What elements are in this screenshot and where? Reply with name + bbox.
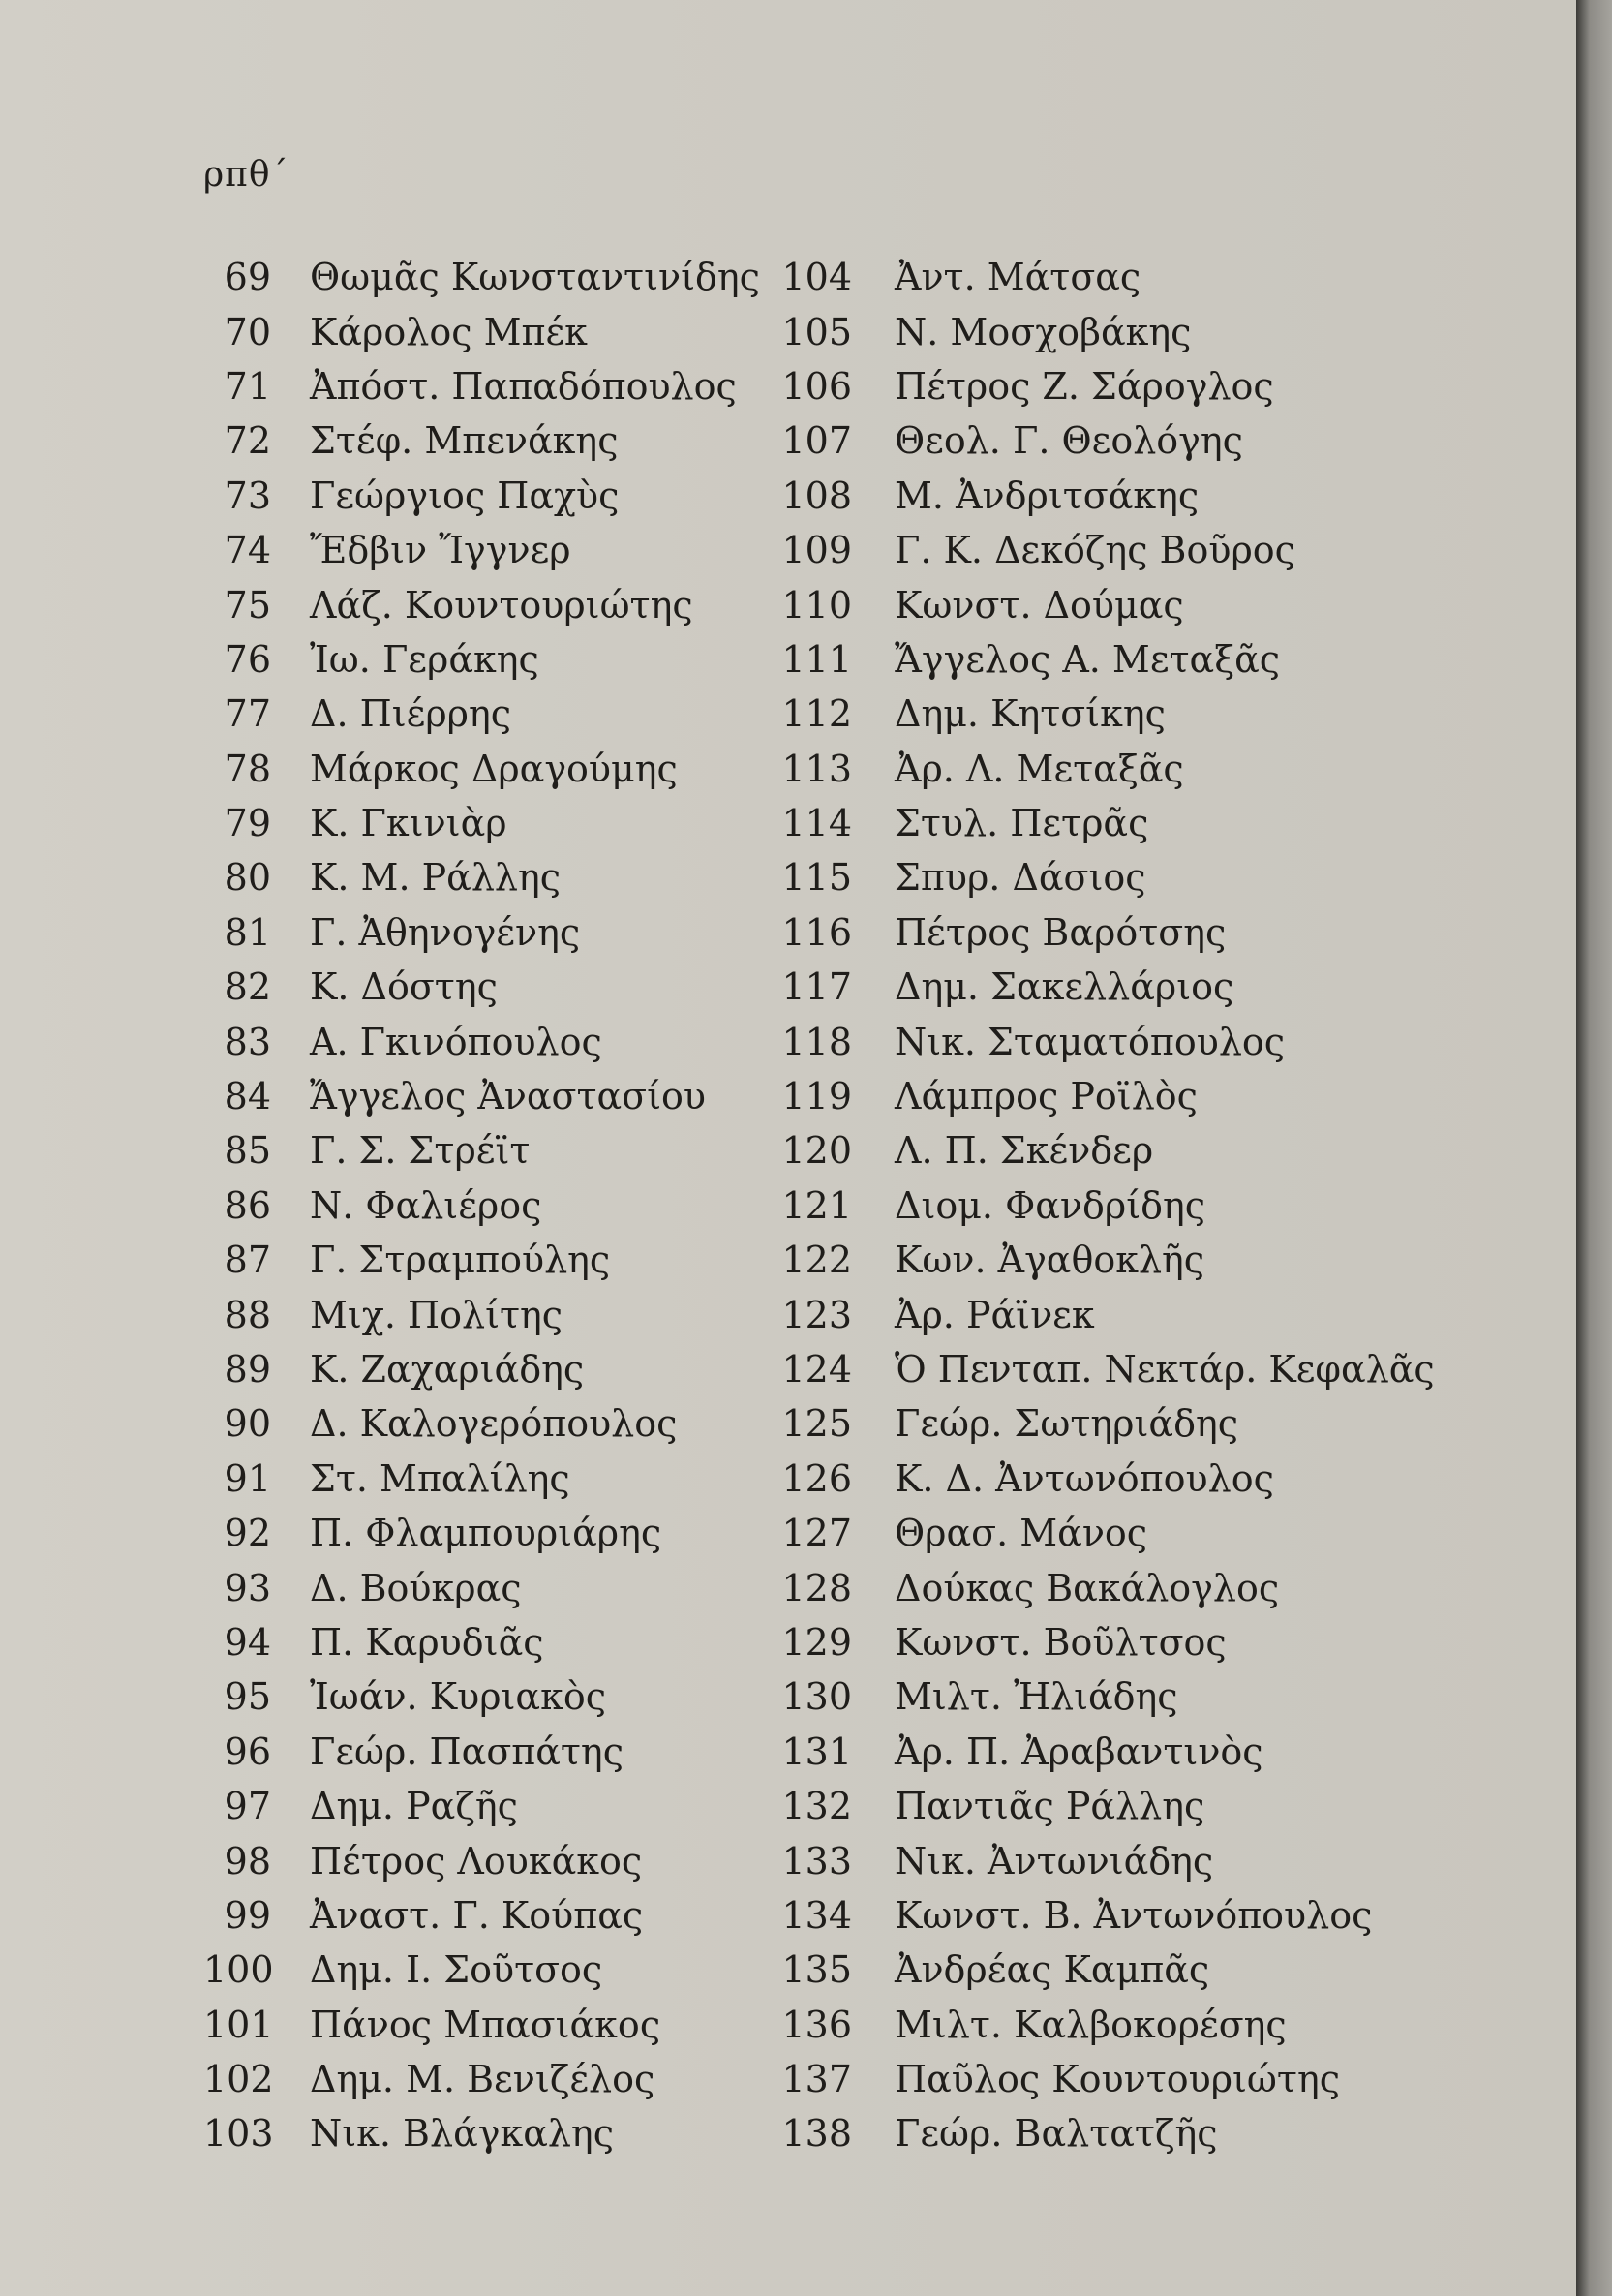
entry-number: 134 xyxy=(781,1893,852,1937)
list-item xyxy=(203,1779,760,1833)
entry-name: Νικ. Ἀντωνιάδης xyxy=(895,1839,1214,1883)
entry-name: Δ. Πιέρρης xyxy=(310,692,512,736)
list-item xyxy=(775,469,1435,523)
entry-name: Ἰωάν. Κυριακὸς xyxy=(310,1675,607,1719)
list-item xyxy=(203,1615,760,1669)
list-item xyxy=(775,1287,1435,1341)
list-item xyxy=(775,1396,1435,1451)
entry-number: 99 xyxy=(224,1893,271,1937)
entry-number: 77 xyxy=(224,692,271,736)
entry-name: Κων. Ἀγαθοκλῆς xyxy=(895,1239,1205,1282)
entry-number: 103 xyxy=(203,2112,274,2156)
entry-name: Μιλτ. Ἠλιάδης xyxy=(895,1675,1178,1719)
entry-number: 106 xyxy=(781,364,852,408)
list-item xyxy=(775,1179,1435,1233)
entry-name: Λάζ. Κουντουριώτης xyxy=(310,583,693,627)
entry-name: Κωνστ. Δούμας xyxy=(895,583,1184,627)
entry-name: Δημ. Μ. Βενιζέλος xyxy=(310,2058,655,2101)
entry-number: 80 xyxy=(224,856,271,900)
list-item xyxy=(775,1560,1435,1614)
entry-name: Α. Γκινόπουλος xyxy=(310,1020,602,1063)
list-item xyxy=(775,1943,1435,1997)
list-item xyxy=(775,1123,1435,1178)
entry-number: 111 xyxy=(781,637,852,681)
list-item xyxy=(775,687,1435,741)
entry-name: Νικ. Βλάγκαλης xyxy=(310,2112,614,2156)
entry-number: 112 xyxy=(781,692,852,736)
list-item xyxy=(775,1233,1435,1287)
list-item xyxy=(775,1669,1435,1724)
entry-name: Κ. Γκινιὰρ xyxy=(310,802,507,845)
entry-name: Πέτρος Ζ. Σάρογλος xyxy=(895,364,1274,408)
entry-number: 136 xyxy=(781,2003,852,2046)
entry-name: Πέτρος Λουκάκος xyxy=(310,1839,643,1883)
entry-name: Ἔδβιν Ἴγγνερ xyxy=(310,529,571,572)
entry-name: Σπυρ. Δάσιος xyxy=(895,856,1146,900)
entry-number: 83 xyxy=(224,1020,271,1063)
entry-number: 138 xyxy=(781,2112,852,2156)
list-item xyxy=(203,1233,760,1287)
entry-number: 95 xyxy=(224,1675,271,1719)
entry-name: Γ. Σ. Στρέϊτ xyxy=(310,1129,531,1173)
list-item xyxy=(203,577,760,631)
entry-name: Δ. Καλογερόπουλος xyxy=(310,1402,678,1446)
list-item xyxy=(203,1342,760,1396)
entry-name: Δημ. Ι. Σοῦτσος xyxy=(310,1948,603,1992)
entry-number: 94 xyxy=(224,1620,271,1664)
list-item xyxy=(203,905,760,960)
entry-number: 133 xyxy=(781,1839,852,1883)
entry-name: Π. Καρυδιᾶς xyxy=(310,1620,544,1664)
entry-name: Κάρολος Μπέκ xyxy=(310,310,588,353)
entry-number: 125 xyxy=(781,1402,852,1446)
entry-number: 78 xyxy=(224,747,271,790)
list-item xyxy=(775,1779,1435,1833)
entry-name: Παῦλος Κουντουριώτης xyxy=(895,2058,1340,2101)
list-item xyxy=(203,632,760,687)
list-item xyxy=(775,359,1435,413)
list-item xyxy=(203,796,760,850)
entry-number: 119 xyxy=(781,1075,852,1118)
entry-name: Ἄγγελος Ἀναστασίου xyxy=(310,1075,706,1118)
entry-name: Ν. Μοσχοβάκης xyxy=(895,310,1192,353)
entry-name: Δημ. Σακελλάριος xyxy=(895,965,1234,1009)
entry-number: 87 xyxy=(224,1239,271,1282)
entry-number: 96 xyxy=(224,1730,271,1773)
entry-name: Νικ. Σταματόπουλος xyxy=(895,1020,1286,1063)
list-item xyxy=(203,960,760,1014)
entry-number: 132 xyxy=(781,1785,852,1828)
entry-name: Γ. Στραμπούλης xyxy=(310,1239,611,1282)
entry-name: Ὁ Πενταπ. Νεκτάρ. Κεφαλᾶς xyxy=(895,1348,1435,1391)
entry-number: 76 xyxy=(224,637,271,681)
list-item xyxy=(775,523,1435,577)
entry-number: 88 xyxy=(224,1293,271,1336)
entry-number: 82 xyxy=(224,965,271,1009)
entry-number: 71 xyxy=(224,364,271,408)
entry-number: 97 xyxy=(224,1785,271,1828)
list-item xyxy=(203,1287,760,1341)
list-item xyxy=(775,2106,1435,2160)
page-number: ρπθ΄ xyxy=(203,155,289,195)
entry-number: 79 xyxy=(224,802,271,845)
right-column xyxy=(775,250,1435,2161)
list-item xyxy=(203,1833,760,1887)
list-item xyxy=(775,1888,1435,1943)
entry-number: 113 xyxy=(781,747,852,790)
list-item xyxy=(775,796,1435,850)
entry-number: 116 xyxy=(781,910,852,954)
entry-number: 115 xyxy=(781,856,852,900)
entry-number: 117 xyxy=(781,965,852,1009)
entry-number: 72 xyxy=(224,419,271,463)
entry-number: 81 xyxy=(224,910,271,954)
list-item xyxy=(775,742,1435,796)
list-item xyxy=(775,1833,1435,1887)
entry-name: Ἀναστ. Γ. Κούπας xyxy=(310,1893,644,1937)
entry-name: Μιλτ. Καλβοκορέσης xyxy=(895,2003,1287,2046)
entry-number: 128 xyxy=(781,1566,852,1609)
entry-name: Δ. Βούκρας xyxy=(310,1566,522,1609)
list-item xyxy=(203,1560,760,1614)
entry-name: Κ. Ζαχαριάδης xyxy=(310,1348,585,1391)
entry-name: Θρασ. Μάνος xyxy=(895,1512,1148,1555)
list-item xyxy=(775,1615,1435,1669)
entry-number: 73 xyxy=(224,474,271,517)
entry-name: Ἀπόστ. Παπαδόπουλος xyxy=(310,364,737,408)
list-item xyxy=(775,1506,1435,1560)
list-item xyxy=(203,1943,760,1997)
entry-number: 104 xyxy=(781,256,852,299)
page-edge-shadow xyxy=(1576,0,1612,2296)
list-item xyxy=(775,1342,1435,1396)
entry-name: Ἀρ. Ράϊνεκ xyxy=(895,1293,1095,1336)
entry-number: 102 xyxy=(203,2058,274,2101)
entry-number: 86 xyxy=(224,1183,271,1227)
list-item xyxy=(203,1998,760,2052)
entry-number: 85 xyxy=(224,1129,271,1173)
entry-number: 74 xyxy=(224,529,271,572)
entry-name: Κ. Δ. Ἀντωνόπουλος xyxy=(895,1456,1274,1500)
entry-name: Γεώρ. Σωτηριάδης xyxy=(895,1402,1239,1446)
entry-name: Γ. Κ. Δεκόζης Βοῦρος xyxy=(895,529,1295,572)
entry-number: 101 xyxy=(203,2003,274,2046)
entry-name: Λάμπρος Ροϊλὸς xyxy=(895,1075,1198,1118)
entry-name: Ἄγγελος Α. Μεταξᾶς xyxy=(895,637,1281,681)
list-item xyxy=(203,687,760,741)
list-item xyxy=(203,1123,760,1178)
entry-name: Θεολ. Γ. Θεολόγης xyxy=(895,419,1243,463)
entry-number: 123 xyxy=(781,1293,852,1336)
entry-number: 70 xyxy=(224,310,271,353)
entry-number: 121 xyxy=(781,1183,852,1227)
entry-number: 131 xyxy=(781,1730,852,1773)
list-item xyxy=(775,850,1435,904)
entry-name: Πάνος Μπασιάκος xyxy=(310,2003,661,2046)
list-item xyxy=(775,304,1435,358)
entry-number: 89 xyxy=(224,1348,271,1391)
entry-number: 130 xyxy=(781,1675,852,1719)
entry-number: 69 xyxy=(224,256,271,299)
list-item xyxy=(203,413,760,468)
entry-name: Γεώρ. Πασπάτης xyxy=(310,1730,624,1773)
list-item xyxy=(203,1669,760,1724)
list-item xyxy=(203,1452,760,1506)
list-item xyxy=(203,1506,760,1560)
entry-number: 118 xyxy=(781,1020,852,1063)
list-item xyxy=(203,250,760,304)
entry-number: 137 xyxy=(781,2058,852,2101)
entry-number: 98 xyxy=(224,1839,271,1883)
entry-name: Παντιᾶς Ράλλης xyxy=(895,1785,1205,1828)
list-item xyxy=(203,742,760,796)
list-item xyxy=(203,304,760,358)
entry-number: 90 xyxy=(224,1402,271,1446)
entry-name: Στ. Μπαλίλης xyxy=(310,1456,570,1500)
entry-number: 120 xyxy=(781,1129,852,1173)
entry-name: Κωνστ. Β. Ἀντωνόπουλος xyxy=(895,1893,1373,1937)
list-item xyxy=(775,1725,1435,1779)
entry-number: 105 xyxy=(781,310,852,353)
entry-name: Π. Φλαμπουριάρης xyxy=(310,1512,662,1555)
list-item xyxy=(203,2106,760,2160)
entry-name: Κ. Δόστης xyxy=(310,965,498,1009)
entry-name: Πέτρος Βαρότσης xyxy=(895,910,1227,954)
entry-name: Ἰω. Γεράκης xyxy=(310,637,539,681)
entry-name: Στυλ. Πετρᾶς xyxy=(895,802,1149,845)
entry-name: Ἀρ. Λ. Μεταξᾶς xyxy=(895,747,1184,790)
list-item xyxy=(775,413,1435,468)
entry-number: 126 xyxy=(781,1456,852,1500)
entry-name: Γεώρ. Βαλτατζῆς xyxy=(895,2112,1218,2156)
entry-number: 124 xyxy=(781,1348,852,1391)
left-column xyxy=(203,250,760,2161)
entry-number: 92 xyxy=(224,1512,271,1555)
entry-number: 93 xyxy=(224,1566,271,1609)
list-item xyxy=(775,960,1435,1014)
list-item xyxy=(203,1014,760,1068)
entry-name: Κωνστ. Βοῦλτσος xyxy=(895,1620,1227,1664)
entry-number: 122 xyxy=(781,1239,852,1282)
list-item xyxy=(203,359,760,413)
list-item xyxy=(775,2052,1435,2106)
entry-number: 127 xyxy=(781,1512,852,1555)
entry-name: Στέφ. Μπενάκης xyxy=(310,419,619,463)
list-item xyxy=(203,1396,760,1451)
list-item xyxy=(775,905,1435,960)
entry-name: Μιχ. Πολίτης xyxy=(310,1293,563,1336)
entry-number: 110 xyxy=(781,583,852,627)
list-item xyxy=(775,250,1435,304)
entry-number: 109 xyxy=(781,529,852,572)
entry-name: Μάρκος Δραγούμης xyxy=(310,747,678,790)
entry-number: 84 xyxy=(224,1075,271,1118)
entry-number: 108 xyxy=(781,474,852,517)
entry-number: 100 xyxy=(203,1948,274,1992)
list-item xyxy=(775,1998,1435,2052)
entry-name: Γ. Ἀθηνογένης xyxy=(310,910,581,954)
list-item xyxy=(775,1069,1435,1123)
entry-number: 91 xyxy=(224,1456,271,1500)
entry-name: Ν. Φαλιέρος xyxy=(310,1183,542,1227)
list-item xyxy=(203,1179,760,1233)
entry-name: Δούκας Βακάλογλος xyxy=(895,1566,1280,1609)
entry-name: Ἀρ. Π. Ἀραβαντινὸς xyxy=(895,1730,1263,1773)
list-item xyxy=(203,1069,760,1123)
entry-name: Λ. Π. Σκένδερ xyxy=(895,1129,1154,1173)
entry-name: Δημ. Κητσίκης xyxy=(895,692,1166,736)
list-item xyxy=(203,1888,760,1943)
list-item xyxy=(775,1452,1435,1506)
entry-number: 107 xyxy=(781,419,852,463)
entry-number: 129 xyxy=(781,1620,852,1664)
list-item xyxy=(203,2052,760,2106)
entry-name: Διομ. Φανδρίδης xyxy=(895,1183,1206,1227)
list-item xyxy=(775,1014,1435,1068)
entry-number: 75 xyxy=(224,583,271,627)
list-item xyxy=(203,523,760,577)
entry-name: Δημ. Ραζῆς xyxy=(310,1785,518,1828)
list-item xyxy=(775,632,1435,687)
entry-number: 114 xyxy=(781,802,852,845)
entry-number: 135 xyxy=(781,1948,852,1992)
list-item xyxy=(203,469,760,523)
entry-name: Μ. Ἀνδριτσάκης xyxy=(895,474,1200,517)
entry-name: Θωμᾶς Κωνσταντινίδης xyxy=(310,256,760,299)
list-item xyxy=(775,577,1435,631)
list-item xyxy=(203,850,760,904)
entry-name: Κ. Μ. Ράλλης xyxy=(310,856,562,900)
list-item xyxy=(203,1725,760,1779)
entry-name: Γεώργιος Παχὺς xyxy=(310,474,620,517)
entry-name: Ἀνδρέας Καμπᾶς xyxy=(895,1948,1210,1992)
entry-name: Ἀντ. Μάτσας xyxy=(895,256,1141,299)
